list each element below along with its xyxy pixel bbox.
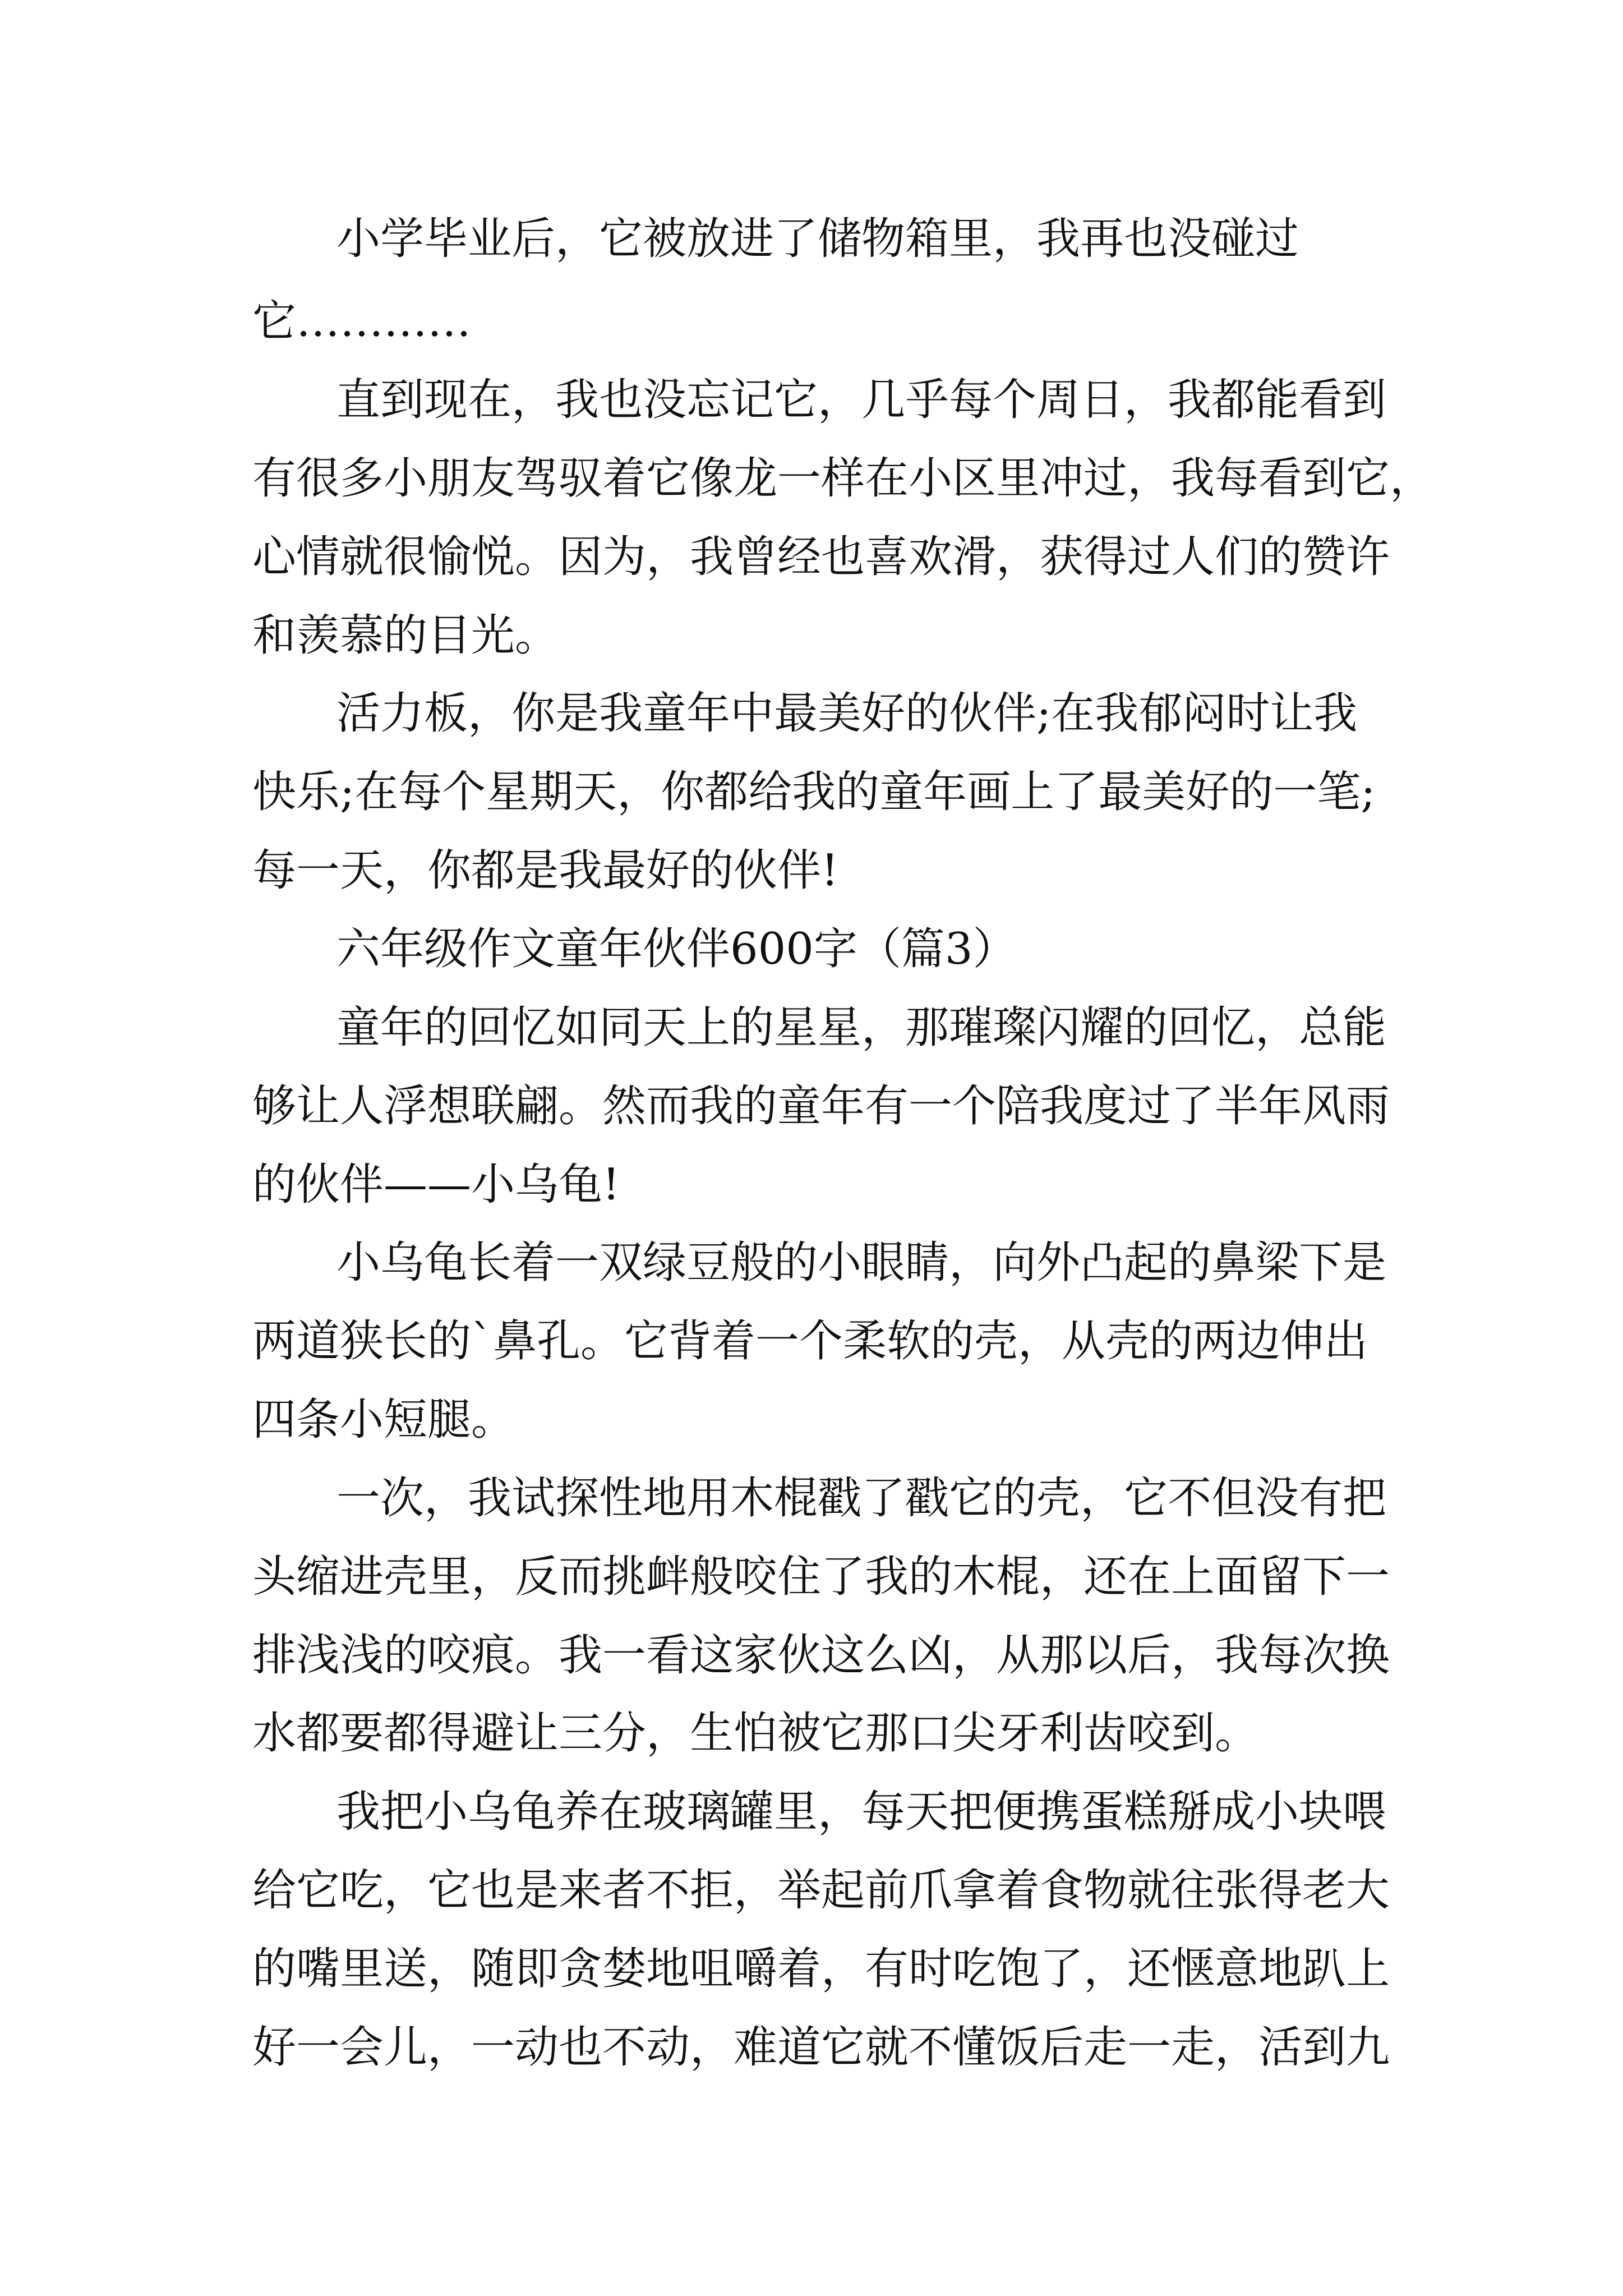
text-line: 快乐;在每个星期天，你都给我的童年画上了最美好的一笔; — [252, 767, 1376, 817]
text-line: 好一会儿，一动也不动，难道它就不懂饭后走一走，活到九 — [252, 2022, 1390, 2073]
text-line: 每一天，你都是我最好的伙伴! — [252, 845, 839, 896]
text-line: 有很多小朋友驾驭着它像龙一样在小区里冲过，我每看到它， — [252, 453, 1434, 504]
text-line: 给它吃，它也是来者不拒，举起前爪拿着食物就往张得老大 — [252, 1865, 1390, 1916]
text-line: 小学毕业后，它被放进了储物箱里，我再也没碰过 — [336, 214, 1299, 264]
text-line: 的嘴里送，随即贪婪地咀嚼着，有时吃饱了，还惬意地趴上 — [252, 1944, 1390, 1994]
text-line: 头缩进壳里，反而挑衅般咬住了我的木棍，还在上面留下一 — [252, 1552, 1390, 1602]
text-line: 直到现在，我也没忘记它，几乎每个周日，我都能看到 — [336, 375, 1387, 425]
text-line: 活力板，你是我童年中最美好的伙伴;在我郁闷时让我 — [336, 688, 1358, 739]
text-line: 两道狭长的`鼻孔。它背着一个柔软的壳，从壳的两边伸出 — [252, 1316, 1368, 1366]
text-line: 它………… — [252, 296, 472, 347]
text-line: 够让人浮想联翩。然而我的童年有一个陪我度过了半年风雨 — [252, 1081, 1390, 1131]
text-line: 一次，我试探性地用木棍戳了戳它的壳，它不但没有把 — [336, 1473, 1387, 1524]
text-line: 心情就很愉悦。因为，我曾经也喜欢滑，获得过人们的赞许 — [252, 532, 1390, 582]
text-line: 和羡慕的目光。 — [252, 610, 559, 661]
section-heading: 六年级作文童年伙伴600字（篇3） — [336, 924, 1017, 974]
text-line: 四条小短腿。 — [252, 1395, 515, 1445]
text-line: 的伙伴——小乌龟! — [252, 1159, 620, 1210]
text-line: 小乌龟长着一双绿豆般的小眼睛，向外凸起的鼻梁下是 — [336, 1237, 1387, 1288]
text-line: 童年的回忆如同天上的星星，那璀璨闪耀的回忆，总能 — [336, 1002, 1387, 1053]
text-line: 排浅浅的咬痕。我一看这家伙这么凶，从那以后，我每次换 — [252, 1630, 1390, 1681]
text-line: 我把小乌龟养在玻璃罐里，每天把便携蛋糕掰成小块喂 — [336, 1787, 1387, 1837]
text-line: 水都要都得避让三分，生怕被它那口尖牙利齿咬到。 — [252, 1708, 1259, 1759]
